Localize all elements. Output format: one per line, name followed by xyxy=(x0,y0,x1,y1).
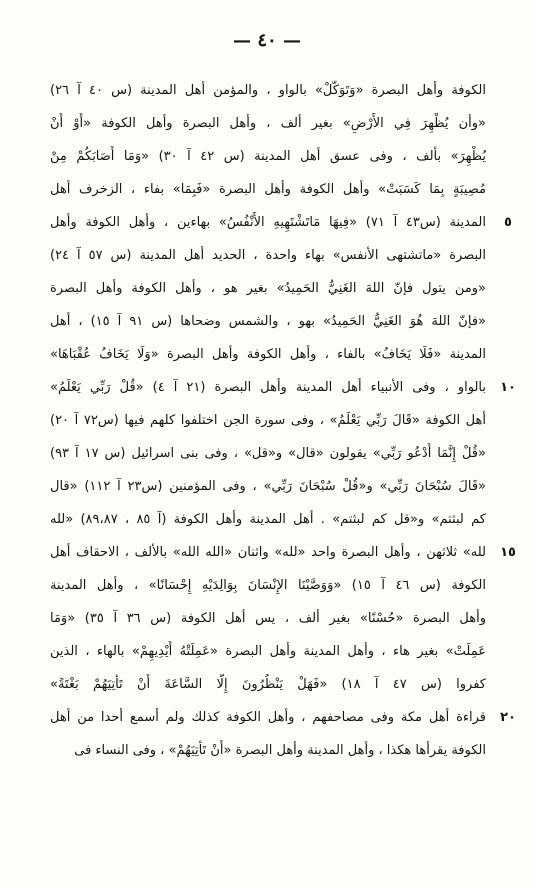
text-line xyxy=(0,175,534,208)
text-line xyxy=(0,373,534,406)
line-number: ٥ xyxy=(504,215,512,230)
line-text: لله» ثلاثهن ، وأهل البصرة واحد «لله» واثنان «الله الله» بالألف ، الاحقاف أهل xyxy=(50,545,486,560)
text-line xyxy=(0,538,534,571)
line-text: الكوفة وأهل البصرة «وَتَوَكَّلْ» بالواو ، والمؤمن أهل المدينة (س ٤٠ آ ٢٦) xyxy=(50,83,486,98)
line-text: «فإنّ اللهَ هُوَ الغَنِيُّ الحَمِيدُ» بهو ، والشمس وضحاها (س ٩١ آ ١٥) ، أهل xyxy=(50,314,486,329)
text-line xyxy=(0,76,534,109)
line-number: ٢٠ xyxy=(500,710,516,725)
line-text: بالواو ، وفى الأنبياء أهل المدينة وأهل البصرة (٢١ آ ٤) «قُلْ رَبِّي يَعْلَمُ» xyxy=(50,380,486,395)
text-line xyxy=(0,208,534,241)
text-line xyxy=(0,571,534,604)
line-text: «قُلْ إِنَّمَا أَدْعُو رَبِّي» يقولون «قال» و«قل» ، وفى بنى اسرائيل (س ١٧ آ ٩٣) xyxy=(50,446,486,461)
text-line xyxy=(0,505,534,538)
line-text: البصرة «ماتشتهى الأنفس» بهاء واحدة ، الحديد أهل المدينة (س ٥٧ آ ٢٤) xyxy=(50,248,486,263)
text-line xyxy=(0,406,534,439)
line-text: «ومن يتول فإنّ اللهَ الغَنِيُّ الحَمِيدُ» بغير هو ، وأهل الكوفة وأهل البصرة xyxy=(50,281,486,296)
text-line xyxy=(0,703,534,736)
line-text: عَمِلَتْ» بغير هاء ، وأهل المدينة وأهل البصرة «عَمِلَتْهُ أَيْدِيهِمْ» بالهاء ، الذين xyxy=(50,644,486,659)
text-line xyxy=(0,472,534,505)
text-line xyxy=(0,637,534,670)
line-number: ١٥ xyxy=(500,545,516,560)
text-line xyxy=(0,340,534,373)
line-text: «وأن يُظْهِرَ فِي الأَرْضِ» بغير ألف ، وأهل البصرة وأهل الكوفة «أَوْ أَنْ xyxy=(50,116,486,131)
text-line xyxy=(0,670,534,703)
text-line xyxy=(0,307,534,340)
page-number: — ٤٠ — xyxy=(233,30,301,51)
line-text: المدينة «فَلَا يَخَافُ» بالفاء ، وأهل الكوفة وأهل البصرة «وَلَا يَخَافُ عُقْبَاهَا» xyxy=(50,347,486,362)
line-text: الكوفة (س ٤٦ آ ١٥) «وَوَصَّيْنَا الإِنْسَانَ بِوَالِدَيْهِ إِحْسَانًا» ، وأهل المدينة xyxy=(50,578,486,593)
line-text: كفروا (س ٤٧ آ ١٨) «فَهَلْ يَنْظُرُونَ إِلَّا السَّاعَةَ أَنْ تَأْتِيَهُمْ بَغْتَةً» xyxy=(50,677,486,692)
text-line xyxy=(0,736,534,769)
line-text: الكوفة يقرأها هكذا ، وأهل المدينة وأهل البصرة «أَنْ تَأْتِيَهُمْ» ، وفى النساء فى xyxy=(74,743,486,758)
line-text: وأهل البصرة «حُسْنًا» بغير ألف ، يس أهل الكوفة (س ٣٦ آ ٣٥) «وَمَا xyxy=(50,611,486,626)
line-number: ١٠ xyxy=(500,380,516,395)
text-line xyxy=(0,274,534,307)
line-text: يُظْهِرَ» بألف ، وفى عسق أهل المدينة (س ٤٢ آ ٣٠) «وَمَا أَصَابَكُمْ مِنْ xyxy=(50,149,486,164)
text-body xyxy=(0,76,534,769)
text-line xyxy=(0,142,534,175)
text-line xyxy=(0,109,534,142)
line-text: المدينة (س٤٣ آ ٧١) «فِيهَا مَاتَشْتَهِيهِ الأَنْفُسُ» بهاءين ، وأهل الكوفة وأهل xyxy=(50,215,486,230)
line-text: أهل الكوفة «قَالَ رَبِّي يَعْلَمُ» ، وفى سورة الجن اختلفوا كلهم فيها (س٧٢ آ ٢٠) xyxy=(50,413,486,428)
line-text: مُصِيبَةٍ بِمَا كَسَبَتْ» وأهل الكوفة وأهل البصرة «فَبِمَا» بفاء ، الزخرف أهل xyxy=(50,182,486,197)
text-line xyxy=(0,439,534,472)
text-line xyxy=(0,604,534,637)
text-line xyxy=(0,241,534,274)
line-text: «قَالَ سُبْحَانَ رَبِّي» و«قُلْ سُبْحَانَ رَبِّي» ، وفى المؤمنين (س٢٣ آ ١١٢) «قال xyxy=(50,479,486,494)
line-text: قراءة أهل مكة وفى مصاحفهم ، وأهل الكوفة كذلك ولم أسمع أحدا من أهل xyxy=(50,710,486,725)
line-text: كم لبثتم» و«قل كم لبثتم» . أهل المدينة وأهل الكوفة (آ ٨٥ ، ٨٩،٨٧) «لله xyxy=(50,512,486,527)
